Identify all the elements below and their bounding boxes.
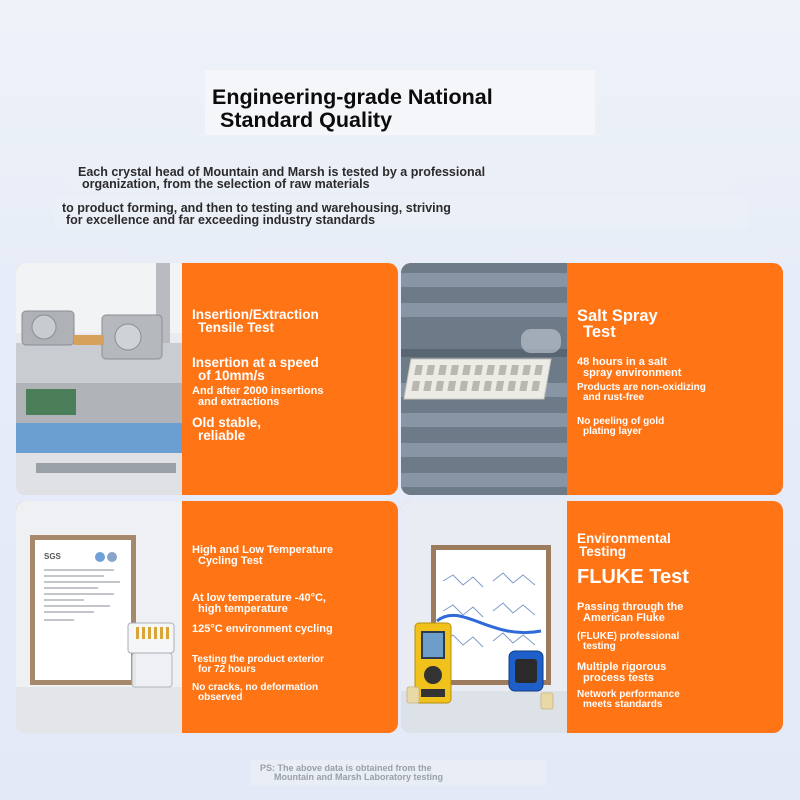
temperature-low-line2: high temperature xyxy=(198,602,288,615)
temperature-title-line1: High and Low Temperature xyxy=(192,544,333,556)
temperature-cracks-line2: observed xyxy=(198,692,243,703)
tensile-machine-photo xyxy=(16,263,182,495)
insertion-speed-line1: Insertion at a speed xyxy=(192,355,319,370)
salt-peel-line1: No peeling of gold xyxy=(577,416,665,427)
fluke-title xyxy=(577,532,777,558)
fluke-multi-line1: Multiple rigorous xyxy=(577,661,667,673)
salt-hours-line2: spray environment xyxy=(583,366,682,379)
footer-note xyxy=(260,764,520,782)
footer-note-line1: PS: The above data is obtained from the xyxy=(260,763,432,773)
temperature-low xyxy=(192,593,392,614)
footer-note-line2: Mountain and Marsh Laboratory testing xyxy=(274,772,444,782)
salt-products-line2: and rust-free xyxy=(583,392,645,403)
card-temperature-test xyxy=(16,501,398,733)
insertion-title-line1: Insertion/Extraction xyxy=(192,307,319,322)
temperature-exterior-line1: Testing the product exterior xyxy=(192,654,325,665)
fluke-pro-line2: testing xyxy=(583,641,616,652)
temperature-env-line: 125°C environment cycling xyxy=(192,623,333,635)
description-2-line2: for excellence and far exceeding industry standards xyxy=(66,213,376,227)
page-title xyxy=(212,86,592,132)
card-insertion-test xyxy=(16,263,398,495)
temperature-title xyxy=(192,545,392,566)
fluke-pro xyxy=(577,632,777,652)
salt-hours xyxy=(577,357,777,378)
page-title-line1: Engineering-grade National xyxy=(212,85,493,109)
description-2 xyxy=(62,202,742,226)
description-1 xyxy=(78,166,728,190)
insertion-result xyxy=(192,416,392,442)
fluke-headline xyxy=(577,567,777,587)
salt-peel xyxy=(577,417,777,437)
salt-products-line1: Products are non-oxidizing xyxy=(577,382,706,393)
temperature-exterior xyxy=(192,655,392,675)
fluke-network xyxy=(577,690,777,710)
temperature-exterior-line2: for 72 hours xyxy=(198,664,256,675)
fluke-title-line1: Environmental xyxy=(577,531,671,546)
fluke-tester-photo xyxy=(401,501,567,733)
temperature-cracks xyxy=(192,683,392,703)
insertion-cycles xyxy=(192,386,392,407)
salt-peel-line2: plating layer xyxy=(583,426,642,437)
temperature-env xyxy=(192,624,392,635)
description-1-line1: Each crystal head of Mountain and Marsh is tested by a professional xyxy=(78,165,486,179)
insertion-speed-line2: of 10mm/s xyxy=(198,368,265,383)
salt-title-line1: Salt Spray xyxy=(577,307,658,325)
fluke-title-line2: Testing xyxy=(579,544,626,559)
fluke-pro-line1: (FLUKE) professional xyxy=(577,631,680,642)
sgs-certificate-photo xyxy=(16,501,182,733)
temperature-low-line1: At low temperature -40°C, xyxy=(192,592,326,604)
description-1-line2: organization, from the selection of raw materials xyxy=(82,177,370,191)
fluke-multi xyxy=(577,662,777,683)
salt-title xyxy=(577,308,777,340)
card-fluke-test xyxy=(401,501,783,733)
insertion-result-line2: reliable xyxy=(198,428,246,443)
card-salt-spray-test xyxy=(401,263,783,495)
insertion-title xyxy=(192,308,392,334)
insertion-cycles-line1: And after 2000 insertions xyxy=(192,385,324,397)
salt-spray-chamber-photo xyxy=(401,263,567,495)
description-2-line1: to product forming, and then to testing and warehousing, striving xyxy=(62,201,451,215)
salt-products xyxy=(577,383,777,403)
fluke-network-line2: meets standards xyxy=(583,699,663,710)
fluke-pass xyxy=(577,602,777,623)
salt-hours-line1: 48 hours in a salt xyxy=(577,356,667,368)
fluke-pass-line1: Passing through the xyxy=(577,601,684,613)
page-title-line2: Standard Quality xyxy=(220,108,393,132)
salt-title-line2: Test xyxy=(583,323,616,341)
temperature-title-line2: Cycling Test xyxy=(198,554,263,567)
fluke-headline-text: FLUKE Test xyxy=(577,566,689,588)
insertion-cycles-line2: and extractions xyxy=(198,395,280,408)
certificate-sgs-text: SGS xyxy=(44,552,61,561)
fluke-pass-line2: American Fluke xyxy=(583,611,665,624)
insertion-speed xyxy=(192,356,392,382)
fluke-multi-line2: process tests xyxy=(583,671,654,684)
insertion-title-line2: Tensile Test xyxy=(198,320,275,335)
temperature-cracks-line1: No cracks, no deformation xyxy=(192,682,319,693)
fluke-network-line1: Network performance xyxy=(577,689,680,700)
insertion-result-line1: Old stable, xyxy=(192,415,262,430)
